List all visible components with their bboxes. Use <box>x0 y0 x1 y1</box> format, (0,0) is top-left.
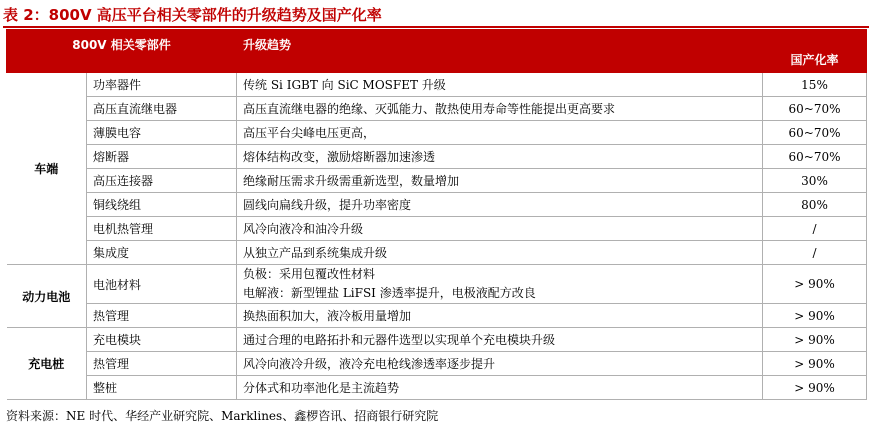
table-row <box>7 121 867 145</box>
group-label-battery: 动力电池 <box>7 265 87 328</box>
trend-cell: 高压平台尖峰电压更高， <box>237 121 763 145</box>
component-cell: 功率器件 <box>87 73 237 97</box>
table-row <box>7 376 867 400</box>
rate-cell: 80% <box>763 193 867 217</box>
table-row <box>7 217 867 241</box>
component-cell: 高压直流继电器 <box>87 97 237 121</box>
trend-cell: 传统 Si IGBT 向 SiC MOSFET 升级 <box>237 73 763 97</box>
table-row <box>7 145 867 169</box>
table-row <box>7 97 867 121</box>
rate-cell: 15% <box>763 73 867 97</box>
table-row <box>7 193 867 217</box>
component-cell: 整桩 <box>87 376 237 400</box>
table-row <box>7 241 867 265</box>
table-row <box>7 169 867 193</box>
rate-cell: > 90% <box>763 376 867 400</box>
rate-cell: 60~70% <box>763 145 867 169</box>
component-table <box>6 29 867 400</box>
trend-cell: 圆线向扁线升级，提升功率密度 <box>237 193 763 217</box>
trend-line: 电解液：新型锂盐 LiFSI 渗透率提升，电极液配方改良 <box>243 286 536 300</box>
trend-cell: 通过合理的电路拓扑和元器件选型以实现单个充电模块升级 <box>237 328 763 352</box>
header-rate: 国产化率 <box>763 30 867 73</box>
component-cell: 薄膜电容 <box>87 121 237 145</box>
table-row <box>7 73 867 97</box>
component-cell: 充电模块 <box>87 328 237 352</box>
trend-cell: 风冷向液冷和油冷升级 <box>237 217 763 241</box>
table-title: 表 2：800V 高压平台相关零部件的升级趋势及国产化率 <box>3 6 382 24</box>
rate-cell: > 90% <box>763 265 867 304</box>
table-row <box>7 304 867 328</box>
component-cell: 电机热管理 <box>87 217 237 241</box>
trend-cell: 绝缘耐压需求升级需重新选型，数量增加 <box>237 169 763 193</box>
rate-cell: > 90% <box>763 352 867 376</box>
group-label-charging-pile: 充电桩 <box>7 328 87 400</box>
component-cell: 集成度 <box>87 241 237 265</box>
trend-cell: 熔体结构改变，激励熔断器加速渗透 <box>237 145 763 169</box>
table-row <box>7 265 867 304</box>
header-trend: 升级趋势 <box>237 30 763 73</box>
trend-cell: 从独立产品到系统集成升级 <box>237 241 763 265</box>
rate-cell: 60~70% <box>763 97 867 121</box>
rate-cell: / <box>763 217 867 241</box>
trend-line: 负极：采用包覆改性材料 <box>243 267 376 281</box>
rate-cell: / <box>763 241 867 265</box>
header-row <box>7 30 867 73</box>
component-cell: 高压连接器 <box>87 169 237 193</box>
title-divider <box>3 26 869 28</box>
component-cell: 热管理 <box>87 352 237 376</box>
component-cell: 铜线绕组 <box>87 193 237 217</box>
rate-cell: > 90% <box>763 304 867 328</box>
rate-cell: > 90% <box>763 328 867 352</box>
rate-cell: 30% <box>763 169 867 193</box>
rate-cell: 60~70% <box>763 121 867 145</box>
trend-cell <box>237 265 763 304</box>
trend-cell: 高压直流继电器的绝缘、灭弧能力、散热使用寿命等性能提出更高要求 <box>237 97 763 121</box>
trend-cell: 风冷向液冷升级，液冷充电枪线渗透率逐步提升 <box>237 352 763 376</box>
trend-cell: 换热面积加大，液冷板用量增加 <box>237 304 763 328</box>
trend-cell: 分体式和功率池化是主流趋势 <box>237 376 763 400</box>
source-note: 资料来源：NE 时代、华经产业研究院、Marklines、鑫椤咨讯、招商银行研究院 <box>6 409 439 423</box>
component-cell: 电池材料 <box>87 265 237 304</box>
group-label-vehicle: 车端 <box>7 73 87 265</box>
header-component: 800V 相关零部件 <box>7 30 237 73</box>
component-cell: 熔断器 <box>87 145 237 169</box>
table-row <box>7 328 867 352</box>
component-cell: 热管理 <box>87 304 237 328</box>
table-row <box>7 352 867 376</box>
